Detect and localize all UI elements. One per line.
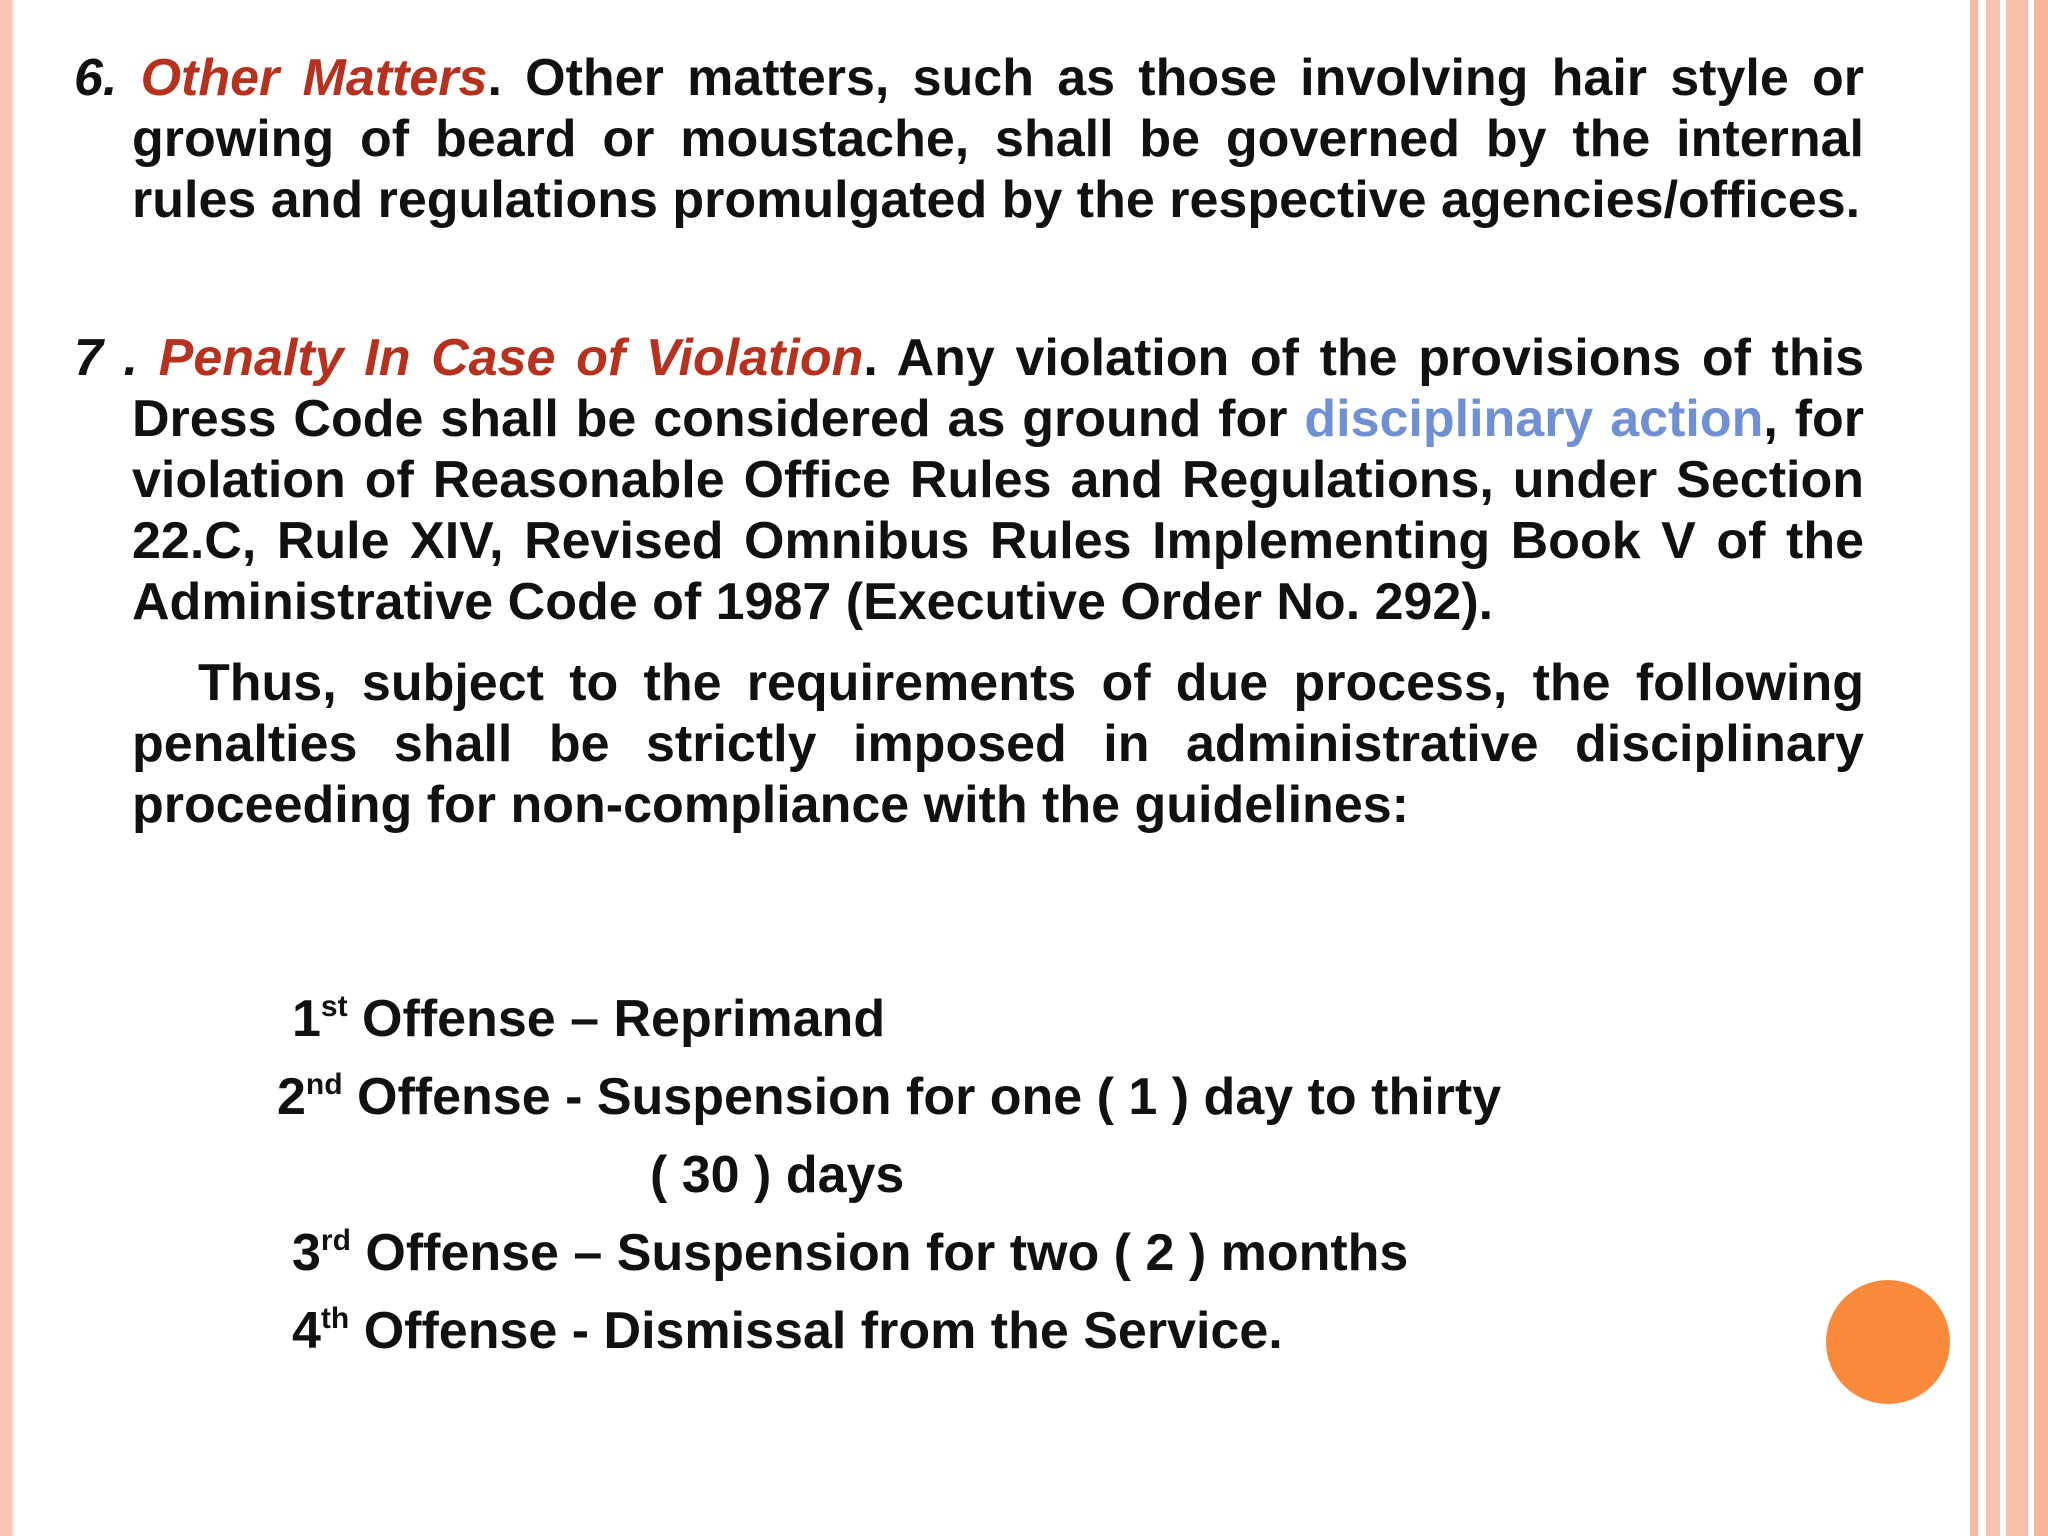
offense-1-number: 1 bbox=[292, 990, 321, 1048]
offense-2-number: 2 bbox=[277, 1068, 306, 1126]
section-7-period: . bbox=[863, 329, 878, 387]
section-7-heading: Penalty In Case of Violation bbox=[158, 329, 864, 387]
offense-4-suffix: th bbox=[320, 1302, 350, 1335]
disciplinary-action-link[interactable]: disciplinary action bbox=[1304, 390, 1764, 448]
section-6-paragraph bbox=[74, 48, 1864, 231]
offense-3-number: 3 bbox=[292, 1224, 321, 1282]
orange-circle-decoration bbox=[1826, 1280, 1950, 1404]
section-6-period: . bbox=[487, 49, 502, 107]
offense-1-suffix: st bbox=[320, 990, 348, 1023]
offense-4-number: 4 bbox=[292, 1302, 321, 1360]
section-7-text-before: Any violation of the provisions of this Dress Code shall be considered as ground for bbox=[132, 329, 1864, 448]
offense-2-continuation-text: ( 30 ) days bbox=[650, 1146, 905, 1204]
offense-4-line bbox=[292, 1301, 1283, 1362]
section-6-heading: Other Matters bbox=[140, 49, 488, 107]
offense-2-line bbox=[277, 1067, 1501, 1128]
offense-3-line bbox=[292, 1223, 1408, 1284]
offense-4-text: Offense - Dismissal from the Service. bbox=[349, 1302, 1283, 1360]
offense-1-text: Offense – Reprimand bbox=[347, 990, 886, 1048]
offense-3-text: Offense – Suspension for two ( 2 ) months bbox=[350, 1224, 1409, 1282]
offense-2-continuation bbox=[650, 1145, 904, 1206]
section-7-text-after: , for violation of Reasonable Office Rules and Regulations, under Section 22.C, Rule XIV, Revised Omnibus Rules Implementing Book V of the Administrative Code of 1987 (Executive Order No. 292). bbox=[132, 390, 1865, 631]
slide-content bbox=[74, 48, 1864, 836]
offense-2-suffix: nd bbox=[305, 1068, 343, 1101]
offense-1-line bbox=[292, 989, 885, 1050]
section-6-text: Other matters, such as those involving hair style or growing of beard or moustache, shall be governed by the internal rules and regulations promulgated by the respective agencies/offices. bbox=[132, 49, 1864, 229]
left-border-decoration bbox=[0, 0, 12, 1536]
right-border-stripes bbox=[1970, 0, 2048, 1536]
section-7-number: 7 . bbox=[74, 329, 139, 387]
offense-3-suffix: rd bbox=[320, 1224, 351, 1257]
section-7-paragraph bbox=[74, 328, 1864, 633]
penalties-intro-paragraph: Thus, subject to the requirements of due process, the following penalties shall be strictly imposed in administrative disciplinary proceeding for non-compliance with the guidelines: bbox=[132, 654, 1864, 834]
offense-2-text: Offense - Suspension for one ( 1 ) day to thirty bbox=[342, 1068, 1502, 1126]
section-6-number: 6. bbox=[74, 49, 118, 107]
